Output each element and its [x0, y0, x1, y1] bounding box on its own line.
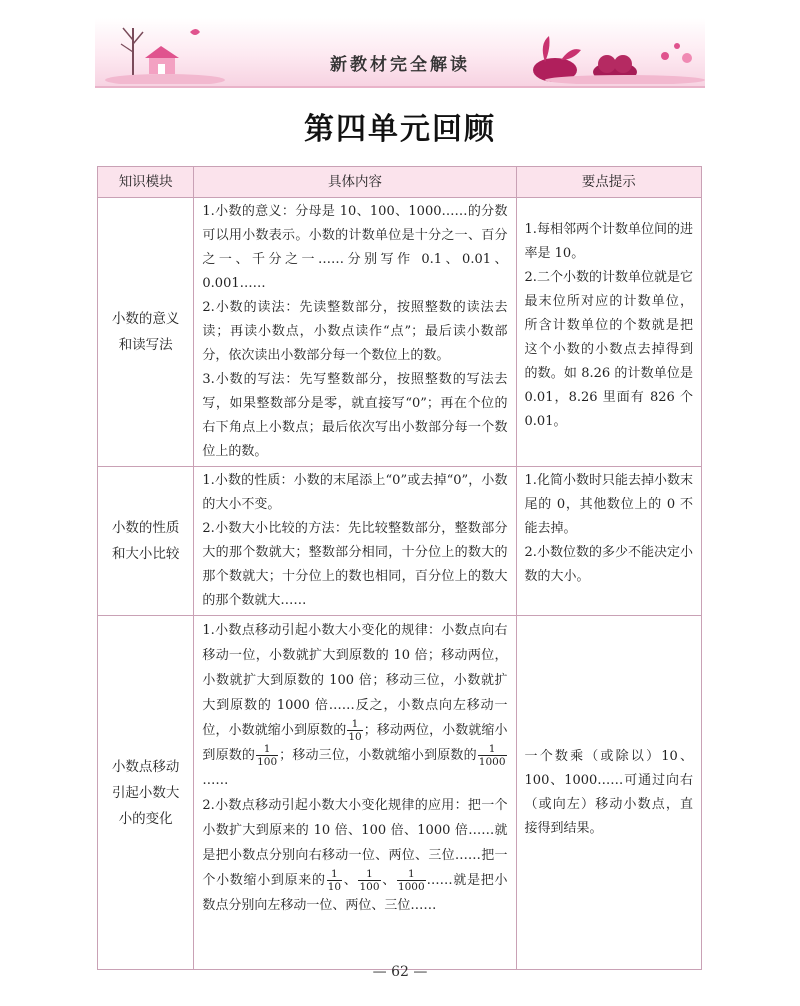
page-title: 第四单元回顾: [304, 112, 496, 147]
col-header-module: 知识模块: [98, 167, 194, 198]
content-text: 1.小数点移动引起小数大小变化的规律：小数点向右移动一位，小数就扩大到原数的 10 倍；移动两位，小数就扩大到原数的 100 倍；移动三位，小数就扩大到原数的 1000 倍……反之，小数点向左移动一位，小数就缩小到原数的: [202, 623, 508, 738]
table-row: [98, 198, 702, 467]
content-paragraph: 2.小数大小比较的方法：先比较整数部分，整数部分大的那个数就大；整数部分相同，十分位上的数大的那个数就大；十分位上的数也相同，百分位上的数大的那个数就大……: [202, 521, 508, 608]
fraction-one-hundredth: $\frac{1}{100}$: [359, 868, 380, 893]
tips-cell: [516, 198, 701, 467]
col-header-tips: 要点提示: [516, 167, 701, 198]
content-text: ；移动三位，小数就缩小到原数的: [279, 748, 477, 763]
table-row: [98, 616, 702, 970]
module-cell: [98, 467, 194, 616]
content-paragraph: [202, 793, 507, 918]
col-header-content: 具体内容: [194, 167, 516, 198]
module-label: 小数的性质: [111, 520, 180, 536]
banner-title: 新教材完全解读: [330, 55, 470, 75]
plant-illustration: [515, 18, 705, 84]
tips-cell: [516, 616, 701, 970]
page-number: — 62 —: [372, 964, 428, 980]
tips-paragraph: 1.每相邻两个计数单位间的进率是 10。: [524, 222, 693, 261]
content-paragraph: 1.小数的意义：分母是 10、100、1000……的分数可以用小数表示。小数的计数单位是十分之一、百分之一、千分之一……分别写作 0.1、0.01、0.001……: [202, 204, 508, 291]
fraction-one-hundredth: $\frac{1}{100}$: [257, 743, 278, 768]
content-paragraph: [202, 618, 507, 793]
header-banner: [95, 18, 705, 88]
content-paragraph: 1.小数的性质：小数的末尾添上“0”或去掉“0”，小数的大小不变。: [202, 473, 508, 512]
table-row: [98, 467, 702, 616]
tips-paragraph: 2.二个小数的计数单位就是它最末位所对应的计数单位，所含计数单位的个数就是把这个小数的小数点去掉得到的数。如 8.26 的计数单位是 0.01，8.26 里面有 826 个 0.01。: [524, 270, 693, 429]
fraction-one-tenth: $\frac{1}{10}$: [327, 868, 342, 893]
content-text: 、: [343, 873, 358, 888]
content-text: ……就是把小数点分别向左移动一位、两位、三位……: [202, 873, 508, 913]
tips-paragraph: 一个数乘（或除以）10、100、1000……可通过向右（或向左）移动小数点，直接得到结果。: [524, 748, 693, 836]
module-cell: [98, 198, 194, 467]
fraction-one-thousandth: $\frac{1}{1000}$: [397, 868, 425, 893]
content-text: ；移动两位，小数就缩小到原数的: [202, 723, 508, 763]
content-text: 2.小数点移动引起小数大小变化规律的应用：把一个小数扩大到原来的 10 倍、100 倍、1000 倍……就是把小数点分别向右移动一位、两位、三位……把一个小数缩小到原来的: [202, 798, 508, 888]
module-cell: [98, 616, 194, 970]
tips-paragraph: 2.小数位数的多少不能决定小数的大小。: [524, 545, 693, 584]
module-label: 和读写法: [118, 337, 173, 353]
fraction-one-thousandth: $\frac{1}{1000}$: [478, 743, 506, 768]
module-label: 引起小数大: [111, 784, 180, 801]
content-paragraph: 3.小数的写法：先写整数部分，按照整数的写法去写，如果整数部分是零，就直接写“0”；再在个位的右下角点上小数点；最后依次写出小数部分每一个数位上的数。: [202, 372, 508, 459]
content-cell: [194, 616, 516, 970]
content-cell: [194, 467, 516, 616]
module-label: 小的变化: [118, 810, 173, 827]
review-table: [97, 166, 702, 970]
module-label: 小数的意义: [111, 311, 180, 327]
content-text: 、: [381, 873, 396, 888]
content-text: ……: [202, 773, 229, 788]
content-cell: [194, 198, 516, 467]
tips-cell: [516, 467, 701, 616]
fraction-one-tenth: $\frac{1}{10}$: [348, 718, 362, 743]
module-label: 小数点移动: [111, 758, 180, 775]
table-header-row: [98, 167, 702, 198]
module-label: 和大小比较: [111, 546, 180, 562]
content-paragraph: 2.小数的读法：先读整数部分，按照整数的读法去读；再读小数点，小数点读作“点”；最后读小数部分，依次读出小数部分每一个数位上的数。: [202, 300, 508, 363]
tips-paragraph: 1.化简小数时只能去掉小数末尾的 0，其他数位上的 0 不能去掉。: [524, 473, 693, 536]
